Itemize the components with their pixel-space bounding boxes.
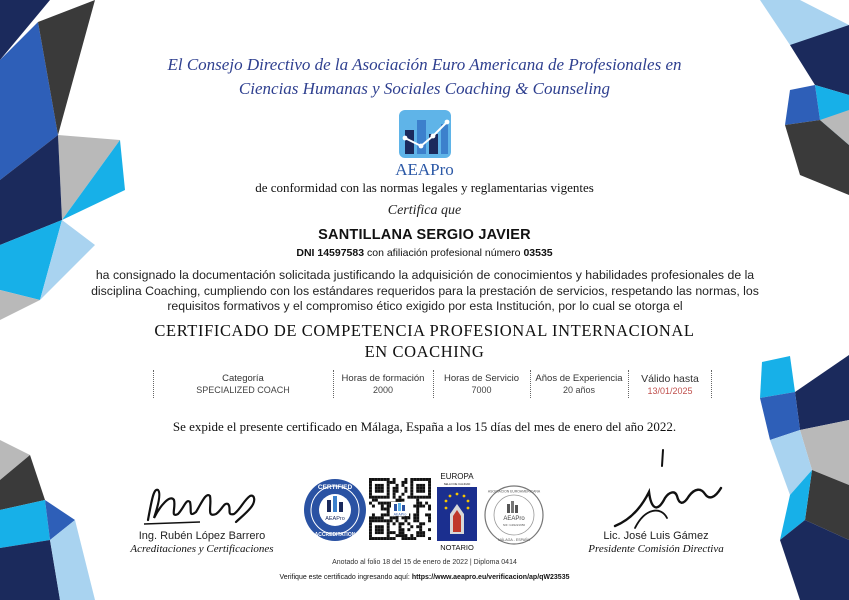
stamp-bottom-label: MÁLAGA - ESPAÑA: [497, 538, 531, 542]
qr-module: [378, 490, 381, 493]
qr-module: [410, 534, 413, 537]
qr-module: [378, 502, 381, 505]
holder-name: SANTILLANA SERGIO JAVIER: [318, 227, 531, 243]
qr-module: [387, 490, 390, 493]
qr-module: [404, 519, 407, 522]
qr-module: [369, 516, 372, 519]
qr-module: [375, 499, 378, 502]
qr-module: [369, 502, 372, 505]
qr-module: [416, 499, 419, 502]
qr-module: [401, 537, 404, 540]
qr-module: [410, 493, 413, 496]
qr-module: [419, 484, 422, 487]
qr-module: [401, 528, 404, 531]
detail-value: 2000: [372, 385, 394, 395]
qr-module: [390, 481, 393, 484]
deco-shape: [0, 540, 60, 600]
qr-module: [375, 496, 378, 499]
qr-module: [390, 537, 393, 540]
qr-module: [413, 519, 416, 522]
detail-category: [153, 370, 332, 398]
detail-value: 20 años: [562, 385, 596, 395]
qr-module: [416, 534, 419, 537]
qr-module: [407, 496, 410, 499]
qr-center-label: AEAPro: [393, 512, 407, 517]
qr-module: [372, 537, 375, 540]
qr-module: [393, 531, 396, 534]
qr-module: [387, 478, 390, 481]
qr-module: [381, 478, 384, 481]
qr-module: [428, 505, 431, 508]
qr-module: [396, 490, 399, 493]
notario-label: NOTARIO: [440, 543, 474, 552]
qr-module: [372, 499, 375, 502]
qr-module: [387, 534, 390, 537]
conformity-line: de conformidad con las normas legales y reglamentarias vigentes: [255, 180, 594, 195]
qr-module: [399, 499, 402, 502]
qr-module: [384, 513, 387, 516]
certifica-que: Certifica que: [387, 203, 462, 218]
qr-module: [381, 525, 384, 528]
qr-module: [428, 478, 431, 481]
header-line-2: Ciencias Humanas y Sociales Coaching & Counseling: [238, 79, 611, 98]
qr-module: [375, 484, 378, 487]
detail-label: Años de Experiencia: [535, 373, 623, 384]
qr-module: [413, 496, 416, 499]
qr-module: [384, 478, 387, 481]
qr-module: [425, 513, 428, 516]
qr-module: [413, 537, 416, 540]
qr-module: [404, 490, 407, 493]
body-line-2: disciplina Coaching, cumpliendo con los estándares requeridos para la prestación de servicios, respetando las normas, los: [91, 283, 759, 298]
qr-module: [425, 496, 428, 499]
body-paragraph: [80, 268, 770, 315]
qr-module: [413, 505, 416, 508]
certified-accreditation-seal: [303, 478, 367, 542]
qr-module: [393, 496, 396, 499]
qr-module: [381, 490, 384, 493]
qr-module: [369, 478, 372, 481]
qr-module: [399, 531, 402, 534]
qr-module: [378, 528, 381, 531]
qr-module: [369, 534, 372, 537]
qr-module: [393, 481, 396, 484]
qr-module: [381, 502, 384, 505]
verify-prefix: Verifique este certificado ingresando aquí:: [279, 574, 410, 581]
logo-wordmark: AEAPro: [395, 160, 454, 179]
qr-module: [422, 496, 425, 499]
stamp-center-label: AEAPro: [503, 516, 525, 522]
association-round-stamp: [483, 484, 545, 546]
qr-module: [378, 496, 381, 499]
qr-module: [407, 528, 410, 531]
qr-module: [369, 519, 372, 522]
body-line-1: ha consignado la documentación solicitada justificando la adquisición de conocimientos y habilidades profesionales de la: [95, 268, 755, 282]
qr-module: [416, 531, 419, 534]
qr-module: [428, 537, 431, 540]
qr-module: [396, 516, 399, 519]
qr-module: [413, 516, 416, 519]
qr-module: [381, 531, 384, 534]
qr-module: [401, 522, 404, 525]
verification-line: [0, 574, 849, 581]
qr-module: [428, 493, 431, 496]
qr-module: [387, 481, 390, 484]
qr-module: [384, 496, 387, 499]
qr-module: [419, 522, 422, 525]
qr-module: [396, 499, 399, 502]
qr-module: [372, 519, 375, 522]
qr-module: [393, 537, 396, 540]
qr-module: [401, 516, 404, 519]
qr-module: [401, 531, 404, 534]
qr-module: [393, 493, 396, 496]
qr-module: [369, 481, 372, 484]
affiliation-text: con afiliación profesional número: [367, 247, 521, 259]
qr-module: [401, 493, 404, 496]
qr-module: [410, 490, 413, 493]
qr-module: [422, 478, 425, 481]
qr-module: [407, 516, 410, 519]
qr-module: [416, 508, 419, 511]
qr-module: [396, 484, 399, 487]
qr-module: [404, 481, 407, 484]
qr-module: [378, 516, 381, 519]
qr-module: [375, 537, 378, 540]
qr-module: [422, 487, 425, 490]
qr-module: [378, 525, 381, 528]
folio-note: Anotado al folio 18 del 15 de enero de 2022 | Diploma 0414: [332, 559, 517, 566]
qr-module: [375, 516, 378, 519]
qr-module: [413, 513, 416, 516]
qr-module: [428, 508, 431, 511]
qr-module: [387, 508, 390, 511]
qr-module: [387, 484, 390, 487]
qr-module: [393, 516, 396, 519]
qr-module: [387, 493, 390, 496]
qr-module: [416, 502, 419, 505]
qr-module: [384, 502, 387, 505]
qr-module: [416, 513, 419, 516]
detail-valid-until: [628, 370, 712, 398]
qr-module: [419, 502, 422, 505]
qr-module: [422, 522, 425, 525]
qr-module: [387, 487, 390, 490]
qr-module: [381, 513, 384, 516]
qr-module: [378, 484, 381, 487]
qr-module: [419, 487, 422, 490]
qr-module: [387, 505, 390, 508]
qr-module: [369, 496, 372, 499]
qr-module: [416, 519, 419, 522]
qr-module: [387, 496, 390, 499]
europa-notario-badge: [434, 470, 480, 554]
qr-module: [428, 513, 431, 516]
detail-service-hours: [433, 370, 529, 398]
qr-module: [381, 487, 384, 490]
qr-module: [378, 487, 381, 490]
qr-module: [375, 531, 378, 534]
qr-module: [410, 537, 413, 540]
qr-module: [396, 534, 399, 537]
dni-number: DNI 14597583: [296, 247, 365, 259]
qr-module: [407, 537, 410, 540]
qr-module: [399, 522, 402, 525]
qr-module: [375, 490, 378, 493]
qr-module: [416, 490, 419, 493]
qr-module: [375, 487, 378, 490]
qr-module: [425, 478, 428, 481]
qr-module: [393, 522, 396, 525]
qr-module: [390, 519, 393, 522]
qr-module: [375, 528, 378, 531]
qr-module: [375, 519, 378, 522]
qr-module: [378, 478, 381, 481]
detail-label: Horas de Servicio: [444, 373, 519, 384]
qr-module: [381, 496, 384, 499]
qr-module: [419, 505, 422, 508]
qr-module: [387, 525, 390, 528]
left-signer-name: Ing. Rubén López Barrero: [138, 530, 266, 542]
qr-module: [387, 510, 390, 513]
qr-module: [375, 525, 378, 528]
qr-module: [422, 534, 425, 537]
qr-module: [381, 528, 384, 531]
qr-module: [401, 481, 404, 484]
qr-module: [387, 531, 390, 534]
qr-module: [404, 478, 407, 481]
qr-module: [387, 502, 390, 505]
qr-module: [419, 528, 422, 531]
certificate-title-line-1: CERTIFICADO DE COMPETENCIA PROFESIONAL INTERNACIONAL: [154, 321, 695, 340]
qr-module: [416, 516, 419, 519]
europa-label: EUROPA: [440, 472, 474, 481]
certified-seal-top: CERTIFIED: [317, 484, 353, 491]
qr-module: [404, 516, 407, 519]
qr-module: [387, 513, 390, 516]
left-signer-role: Acreditaciones y Certificaciones: [130, 543, 274, 555]
qr-module: [369, 525, 372, 528]
verification-qr-code[interactable]: [369, 478, 431, 540]
qr-module: [369, 484, 372, 487]
qr-module: [407, 522, 410, 525]
qr-module: [428, 496, 431, 499]
qr-module: [375, 478, 378, 481]
qr-module: [428, 519, 431, 522]
qr-module: [399, 525, 402, 528]
qr-module: [419, 531, 422, 534]
qr-module: [378, 537, 381, 540]
left-signature: [140, 478, 270, 530]
qr-module: [384, 508, 387, 511]
detail-label: Horas de formación: [341, 373, 425, 384]
qr-module: [372, 505, 375, 508]
detail-label: Válido hasta: [641, 373, 699, 385]
qr-module: [422, 505, 425, 508]
deco-shape: [760, 356, 795, 398]
qr-module: [372, 478, 375, 481]
certified-seal-center: AEAPro: [325, 516, 345, 522]
qr-module: [404, 537, 407, 540]
qr-module: [399, 528, 402, 531]
qr-module: [369, 531, 372, 534]
qr-module: [416, 525, 419, 528]
qr-module: [393, 487, 396, 490]
qr-module: [422, 490, 425, 493]
detail-training-hours: [333, 370, 432, 398]
qr-module: [404, 487, 407, 490]
qr-module: [416, 478, 419, 481]
qr-module: [428, 516, 431, 519]
qr-module: [390, 516, 393, 519]
qr-module: [410, 481, 413, 484]
qr-module: [419, 496, 422, 499]
qr-module: [384, 537, 387, 540]
detail-label: Categoría: [222, 373, 264, 384]
qr-module: [399, 534, 402, 537]
qr-module: [428, 481, 431, 484]
qr-module: [401, 534, 404, 537]
body-line-3: requisitos formativos y el compromiso ético exigido por esta Institución, por lo cual se otorga el: [167, 299, 683, 313]
aeapro-chart-logo-icon: [397, 108, 453, 160]
qr-module: [419, 490, 422, 493]
qr-module: [381, 519, 384, 522]
qr-module: [369, 528, 372, 531]
qr-module: [396, 487, 399, 490]
qr-module: [387, 522, 390, 525]
qr-module: [384, 519, 387, 522]
qr-module: [422, 531, 425, 534]
qr-module: [378, 531, 381, 534]
qr-module: [416, 496, 419, 499]
issued-statement: Se expide el presente certificado en Málaga, España a los 15 días del mes de enero del año 2022.: [172, 419, 677, 434]
qr-module: [410, 484, 413, 487]
detail-experience: [530, 370, 627, 398]
certified-seal-bottom: ACCREDITATION: [314, 532, 356, 538]
qr-module: [381, 484, 384, 487]
qr-module: [410, 478, 413, 481]
detail-value: 7000: [471, 385, 492, 395]
dni-line: [0, 247, 849, 259]
qr-module: [378, 519, 381, 522]
qr-module: [404, 534, 407, 537]
qr-module: [369, 490, 372, 493]
details-table: [153, 370, 713, 398]
right-signer-role: Presidente Comisión Directiva: [588, 543, 724, 555]
qr-module: [381, 505, 384, 508]
qr-module: [369, 537, 372, 540]
right-signer-name: Lic. José Luis Gámez: [603, 530, 709, 542]
qr-module: [419, 525, 422, 528]
detail-value: SPECIALIZED COACH: [196, 385, 290, 395]
qr-module: [428, 490, 431, 493]
qr-module: [387, 519, 390, 522]
qr-module: [399, 496, 402, 499]
qr-module: [393, 490, 396, 493]
qr-module: [416, 487, 419, 490]
qr-module: [369, 493, 372, 496]
qr-module: [387, 537, 390, 540]
qr-module: [428, 528, 431, 531]
stamp-top-label: ASOCIACION EUROAMERICANA: [487, 489, 541, 494]
qr-module: [396, 519, 399, 522]
qr-module: [372, 516, 375, 519]
qr-module: [416, 510, 419, 513]
qr-module: [416, 505, 419, 508]
verify-link[interactable]: https://www.aeapro.eu/verificacion/ap/qW23535: [411, 574, 570, 581]
qr-module: [413, 478, 416, 481]
qr-module: [381, 537, 384, 540]
qr-module: [401, 484, 404, 487]
qr-module: [428, 487, 431, 490]
qr-module: [381, 516, 384, 519]
qr-module: [419, 534, 422, 537]
header-line-1: El Consejo Directivo de la Asociación Euro Americana de Profesionales en: [167, 55, 682, 74]
certificate-title-line-2: EN COACHING: [364, 342, 485, 361]
qr-module: [372, 513, 375, 516]
member-number: 03535: [523, 247, 553, 259]
qr-module: [410, 487, 413, 490]
qr-module: [393, 478, 396, 481]
qr-module: [369, 522, 372, 525]
qr-module: [419, 478, 422, 481]
qr-module: [428, 484, 431, 487]
certificate-title: [0, 320, 849, 362]
qr-module: [410, 496, 413, 499]
qr-module: [390, 531, 393, 534]
stamp-number: NIF: G93221656: [502, 523, 526, 527]
qr-module: [372, 496, 375, 499]
qr-module: [401, 499, 404, 502]
qr-module: [410, 525, 413, 528]
qr-module: [387, 528, 390, 531]
europa-small-label: SELLO DE CALIDAD: [443, 482, 471, 486]
qr-module: [416, 484, 419, 487]
right-signature: [605, 448, 725, 533]
qr-module: [369, 487, 372, 490]
qr-module: [425, 502, 428, 505]
qr-module: [422, 484, 425, 487]
qr-module: [381, 508, 384, 511]
detail-value: 13/01/2025: [647, 386, 693, 396]
